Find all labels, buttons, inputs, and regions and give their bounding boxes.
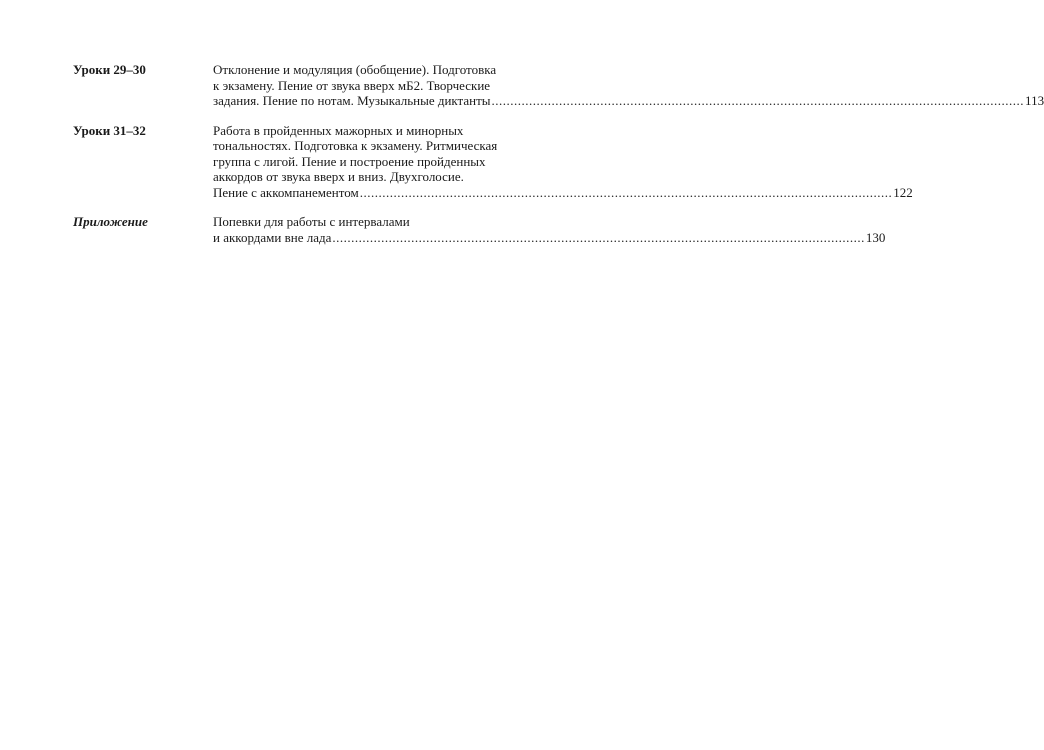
toc-entry-line: группа с лигой. Пение и построение пройденных <box>213 153 486 169</box>
page-number: 122 <box>893 184 913 200</box>
toc-entry-last-line <box>213 185 913 201</box>
toc-entry-description <box>213 123 913 201</box>
page-number: 130 <box>865 229 886 245</box>
toc-entry-line: к экзамену. Пение от звука вверх мБ2. Творческие <box>213 77 491 93</box>
toc-entry-description <box>213 214 885 245</box>
toc-entry-appendix <box>73 214 886 245</box>
dot-leader <box>492 93 1025 109</box>
toc-entry-lessons-31-32 <box>73 122 913 201</box>
toc-entry-line: и аккордами вне лада <box>213 229 332 245</box>
toc-entry-line: тональностях. Подготовка к экзамену. Ритмическая <box>213 138 498 153</box>
toc-entry-line: задания. Пение по нотам. Музыкальные диктанты <box>213 93 491 108</box>
toc-entry-line: Работа в пройденных мажорных и минорных <box>213 122 464 138</box>
toc-entry-line: Пение с аккомпанементом <box>213 184 359 200</box>
toc-entry-line: Попевки для работы с интервалами <box>213 214 410 229</box>
toc-entry-lessons-29-30 <box>73 62 1044 109</box>
toc-entry-last-line <box>213 230 885 246</box>
table-of-contents <box>73 62 1044 259</box>
toc-entry-label: Уроки 29–30 <box>73 62 146 77</box>
toc-entry-line: Отклонение и модуляция (обобщение). Подготовка <box>213 62 497 77</box>
dot-leader <box>360 185 893 201</box>
toc-entry-last-line <box>213 93 1044 109</box>
page-number: 113 <box>1025 93 1044 108</box>
toc-entry-line: аккордов от звука вверх и вниз. Двухголосие. <box>213 169 464 184</box>
dot-leader <box>332 230 865 246</box>
toc-entry-label: Приложение <box>73 214 148 229</box>
toc-entry-label: Уроки 31–32 <box>73 122 146 138</box>
toc-entry-description <box>213 62 1044 109</box>
